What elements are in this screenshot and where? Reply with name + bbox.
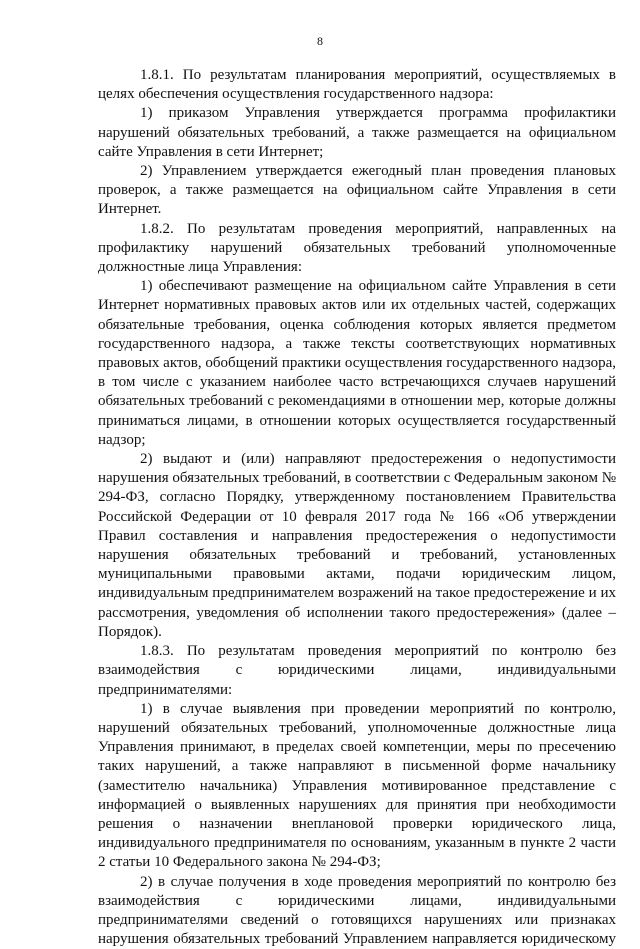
paragraph-1-8-2-item-2: 2) выдают и (или) направляют предостережения о недопустимости нарушения обязательных требований, в соответствии с Федеральным законом № 294-ФЗ, согласно Порядку, утвержденному постановлением Правительства Российской Федерации от 10 февраля 2017 года № 166 «Об утверждении Правил составления и направления предостережения о недопустимости нарушения обязательных требований и требований, установленных муниципальными правовыми актами, подачи юридическим лицом, индивидуальным предпринимателем возражений на такое предостережение и их рассмотрения, уведомления об исполнении такого предостережения» (далее – Порядок). — [98, 451, 617, 640]
paragraph-1-8-2-item-1: 1) обеспечивают размещение на официальном сайте Управления в сети Интернет нормативных правовых актов или их отдельных частей, содержащих обязательные требования, оценка соблюдения которых является предметом государственного надзора, а также тексты соответствующих нормативных правовых актов, обобщений практики осуществления государственного надзора, в том числе с указанием наиболее часто встречающихся случаев нарушений обязательных требований с рекомендациями в отношении мер, которые должны приниматься лицами, в отношении которых осуществляется государственный надзор; — [98, 278, 616, 448]
document-body — [98, 66, 616, 949]
page-number: 8 — [317, 34, 323, 48]
paragraph-1-8-1-item-2: 2) Управлением утверждается ежегодный план проведения плановых проверок, а также размещается на официальном сайте Управления в сети Интернет. — [98, 163, 616, 218]
paragraph-1-8-1-item-1: 1) приказом Управления утверждается программа профилактики нарушений обязательных требований, а также размещается на официальном сайте Управления в сети Интернет; — [98, 105, 616, 160]
paragraph-1-8-3-item-2: 2) в случае получения в ходе проведения мероприятий по контролю без взаимодействия с юридическими лицами, индивидуальными предпринимателями сведений о готовящихся нарушениях или признаках нарушения обязательных требований Управлением направляется юридическому — [98, 873, 616, 948]
paragraph-1-8-3-item-1: 1) в случае выявления при проведении мероприятий по контролю, нарушений обязательных требований, уполномоченные должностные лица Управления принимают, в пределах своей компетенции, меры по пресечению таких нарушений, а также направляют в письменной форме начальнику (заместителю начальника) Управления мотивированное представление с информацией о выявленных нарушениях для принятия при необходимости решения о назначении внеплановой проверки юридического лица, индивидуального предпринимателя по основаниям, указанным в пункте 2 части 2 статьи 10 Федерального закона № 294-ФЗ; — [98, 700, 616, 871]
paragraph-1-8-3: 1.8.3. По результатам проведения мероприятий по контролю без взаимодействия с юридическими лицами, индивидуальными предпринимателями: — [98, 643, 616, 698]
paragraph-1-8-1: 1.8.1. По результатам планирования мероприятий, осуществляемых в целях обеспечения осуществления государственного надзора: — [98, 67, 616, 103]
paragraph-1-8-2: 1.8.2. По результатам проведения мероприятий, направленных на профилактику нарушений обязательных требований уполномоченные должностные лица Управления: — [98, 220, 616, 276]
